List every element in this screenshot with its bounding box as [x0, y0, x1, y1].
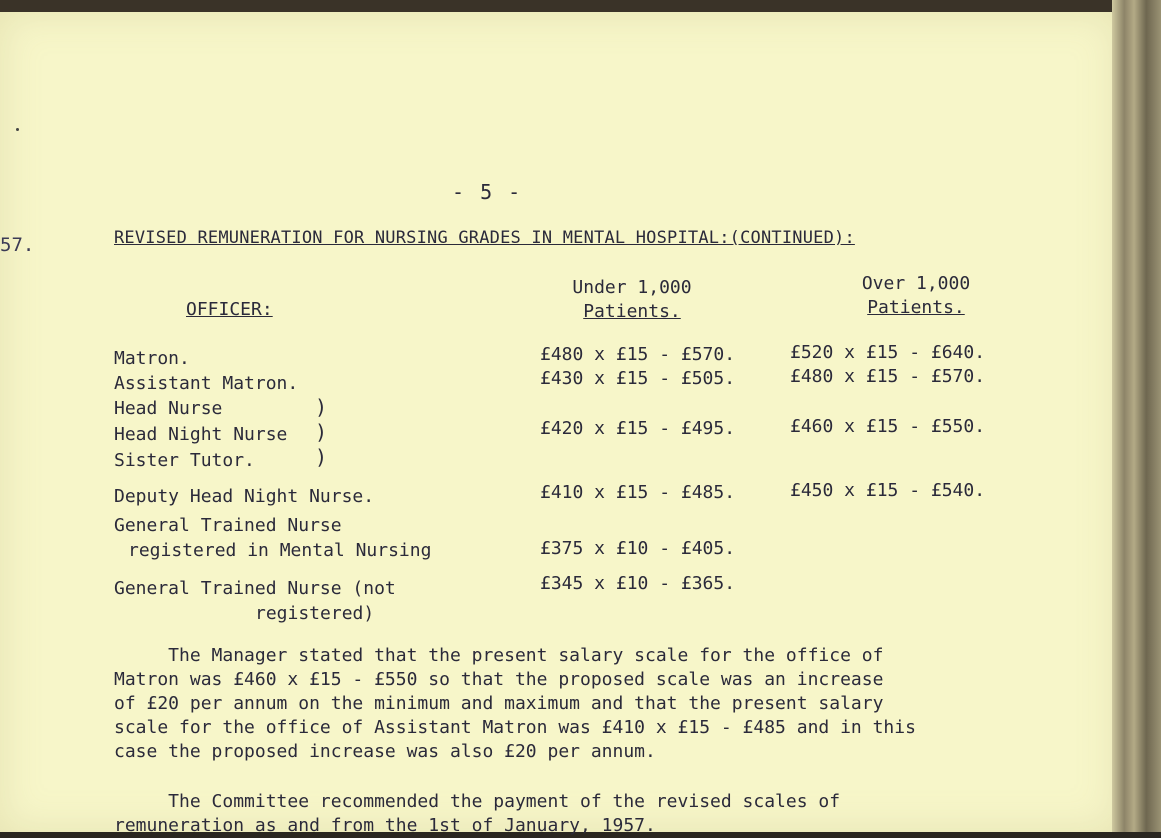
assistant-matron-over-scale: £480 x £15 - £570. — [790, 366, 986, 387]
head-nurse-group-over-scale: £460 x £15 - £550. — [790, 416, 986, 437]
officer-general-trained-nurse-registered-line2: registered in Mental Nursing — [128, 540, 432, 561]
general-trained-registered-under-scale: £375 x £10 - £405. — [540, 538, 736, 559]
officer-assistant-matron: Assistant Matron. — [114, 373, 299, 394]
over-header-line1: Over 1,000 — [861, 273, 971, 294]
under-header-line1: Under 1,000 — [572, 277, 692, 298]
paragraph-manager-statement — [114, 644, 1064, 764]
paragraph-line: The Committee recommended the payment of the revised scales of — [114, 791, 841, 812]
paragraph-line: remuneration as and from the 1st of January, 1957. — [114, 815, 656, 836]
officer-matron: Matron. — [114, 348, 190, 369]
officer-general-trained-nurse-not-registered-line2: registered) — [255, 603, 375, 624]
paragraph-line: scale for the office of Assistant Matron was £410 x £15 - £485 and in this — [114, 717, 916, 738]
grouping-bracket: ) ) ) — [315, 395, 328, 469]
matron-over-scale: £520 x £15 - £640. — [790, 342, 986, 363]
officer-general-trained-nurse-not-registered-line1: General Trained Nurse (not — [114, 578, 396, 599]
general-trained-not-registered-under-scale: £345 x £10 - £365. — [540, 573, 736, 594]
over-header-line2: Patients. — [867, 297, 965, 318]
under-header-line2: Patients. — [583, 301, 681, 322]
paragraph-line: case the proposed increase was also £20 per annum. — [114, 741, 656, 762]
officer-head-nurse: Head Nurse — [114, 398, 223, 419]
officer-deputy-head-night-nurse: Deputy Head Night Nurse. — [114, 486, 375, 507]
officer-column-header: OFFICER: — [186, 299, 273, 320]
book-page-edges — [1112, 0, 1161, 832]
assistant-matron-under-scale: £430 x £15 - £505. — [540, 368, 736, 389]
officer-general-trained-nurse-registered-line1: General Trained Nurse — [114, 515, 342, 536]
page-number: - 5 - — [452, 180, 523, 204]
margin-minute-number: 57. — [0, 234, 35, 256]
head-nurse-group-under-scale: £420 x £15 - £495. — [540, 418, 736, 439]
matron-under-scale: £480 x £15 - £570. — [540, 344, 736, 365]
officer-sister-tutor: Sister Tutor. — [114, 450, 255, 471]
paragraph-line: The Manager stated that the present salary scale for the office of — [114, 645, 884, 666]
deputy-head-night-nurse-over-scale: £450 x £15 - £540. — [790, 480, 986, 501]
paragraph-committee-recommendation — [114, 790, 1064, 838]
deputy-head-night-nurse-under-scale: £410 x £15 - £485. — [540, 482, 736, 503]
over-1000-column-header — [836, 272, 996, 320]
under-1000-column-header — [552, 276, 712, 324]
section-heading: REVISED REMUNERATION FOR NURSING GRADES IN MENTAL HOSPITAL:(CONTINUED): — [114, 228, 855, 248]
officer-head-night-nurse: Head Night Nurse — [114, 424, 288, 445]
paragraph-line: of £20 per annum on the minimum and maximum and that the present salary — [114, 693, 884, 714]
paragraph-line: Matron was £460 x £15 - £550 so that the proposed scale was an increase — [114, 669, 884, 690]
paper-speck — [16, 128, 19, 131]
